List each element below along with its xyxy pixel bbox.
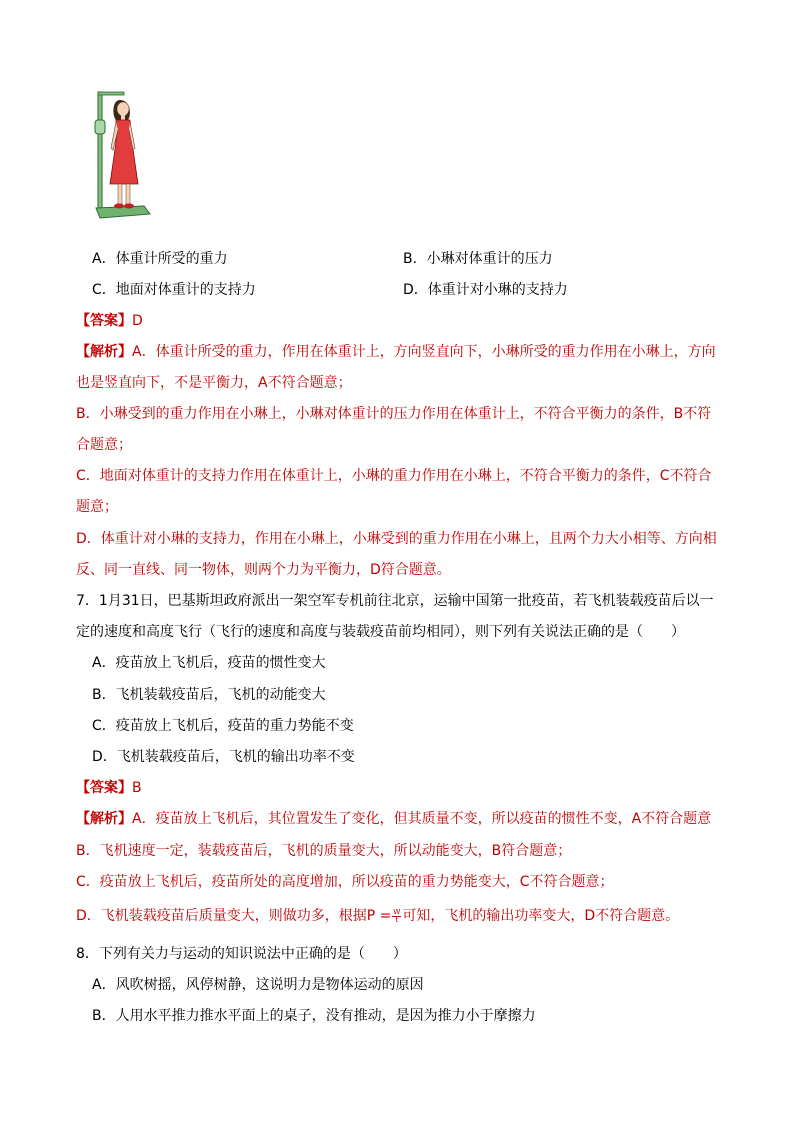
- analysis-text: A．体重计所受的重力，作用在体重计上，方向竖直向下，小琳所受的重力作用在小琳上，方向: [132, 344, 716, 360]
- option-a: A．风吹树摇，风停树静，这说明力是物体运动的原因: [92, 977, 424, 993]
- answer-label: 【答案】: [76, 780, 132, 796]
- person-on-scale-illustration: [92, 90, 158, 230]
- answer-line: [76, 311, 718, 331]
- option-c: C．疫苗放上飞机后，疫苗的重力势能不变: [92, 718, 354, 734]
- analysis-label: 【解析】: [76, 344, 132, 360]
- analysis-text: A．疫苗放上飞机后，其位置发生了变化，但其质量不变，所以疫苗的惯性不变，A不符合题意: [132, 811, 712, 827]
- analysis-text: C．疫苗放上飞机后，疫苗所处的高度增加，所以疫苗的重力势能变大，C不符合题意；: [76, 874, 614, 890]
- question-stem: 定的速度和高度飞行（飞行的速度和高度与装载疫苗前均相同），则下列有关说法正确的是（ ）: [76, 624, 685, 640]
- answer-value: B: [132, 780, 142, 796]
- question-stem: 7．1月31日，巴基斯坦政府派出一架空军专机前往北京，运输中国第一批疫苗，若飞机装载疫苗后以一: [76, 593, 714, 609]
- analysis-text: C．地面对体重计的支持力作用在体重计上，小琳的重力作用在小琳上，不符合平衡力的条件，C不符合: [76, 468, 712, 484]
- analysis-text: 也是竖直向下，不是平衡力，A不符合题意；: [76, 375, 352, 391]
- analysis-text: D．体重计对小琳的支持力，作用在小琳上，小琳受到的重力作用在小琳上，且两个力大小相等、方向相: [76, 531, 717, 547]
- analysis-text: 合题意；: [76, 437, 132, 453]
- analysis-line: [76, 809, 718, 829]
- analysis-text: 反、同一直线、同一物体，则两个力为平衡力，D符合题意。: [76, 562, 451, 578]
- answer-label: 【答案】: [76, 313, 132, 329]
- answer-line: [76, 778, 718, 798]
- option-c: C．地面对体重计的支持力: [92, 282, 256, 298]
- analysis-text: 题意；: [76, 499, 118, 515]
- analysis-formula-line: [76, 906, 718, 926]
- option-b: B．小琳对体重计的压力: [403, 251, 553, 267]
- option-a: A．疫苗放上飞机后，疫苗的惯性变大: [92, 655, 326, 671]
- analysis-text: 可知，飞机的输出功率变大，D不符合题意。: [402, 908, 680, 924]
- analysis-text: B．小琳受到的重力作用在小琳上，小琳对体重计的压力作用在体重计上，不符合平衡力的条件，B不符: [76, 406, 712, 422]
- option-d: D．体重计对小琳的支持力: [403, 282, 568, 298]
- option-a: A．体重计所受的重力: [92, 251, 228, 267]
- fraction-denominator: t: [395, 915, 399, 924]
- option-b: B．人用水平推力推水平面上的桌子，没有推动，是因为推力小于摩擦力: [92, 1008, 536, 1024]
- answer-value: D: [132, 313, 143, 329]
- analysis-text: D．飞机装载疫苗后质量变大，则做功多，根据P =: [76, 908, 392, 924]
- power-formula-fraction: [392, 909, 401, 924]
- option-b: B．飞机装载疫苗后，飞机的动能变大: [92, 687, 326, 703]
- option-d: D．飞机装载疫苗后，飞机的输出功率不变: [92, 749, 355, 765]
- fraction-numerator: W: [393, 907, 401, 916]
- question-stem: 8．下列有关力与运动的知识说法中正确的是（ ）: [76, 946, 407, 962]
- analysis-text: B．飞机速度一定，装载疫苗后，飞机的质量变大，所以动能变大，B符合题意；: [76, 843, 572, 859]
- analysis-line: [76, 342, 718, 362]
- analysis-label: 【解析】: [76, 811, 132, 827]
